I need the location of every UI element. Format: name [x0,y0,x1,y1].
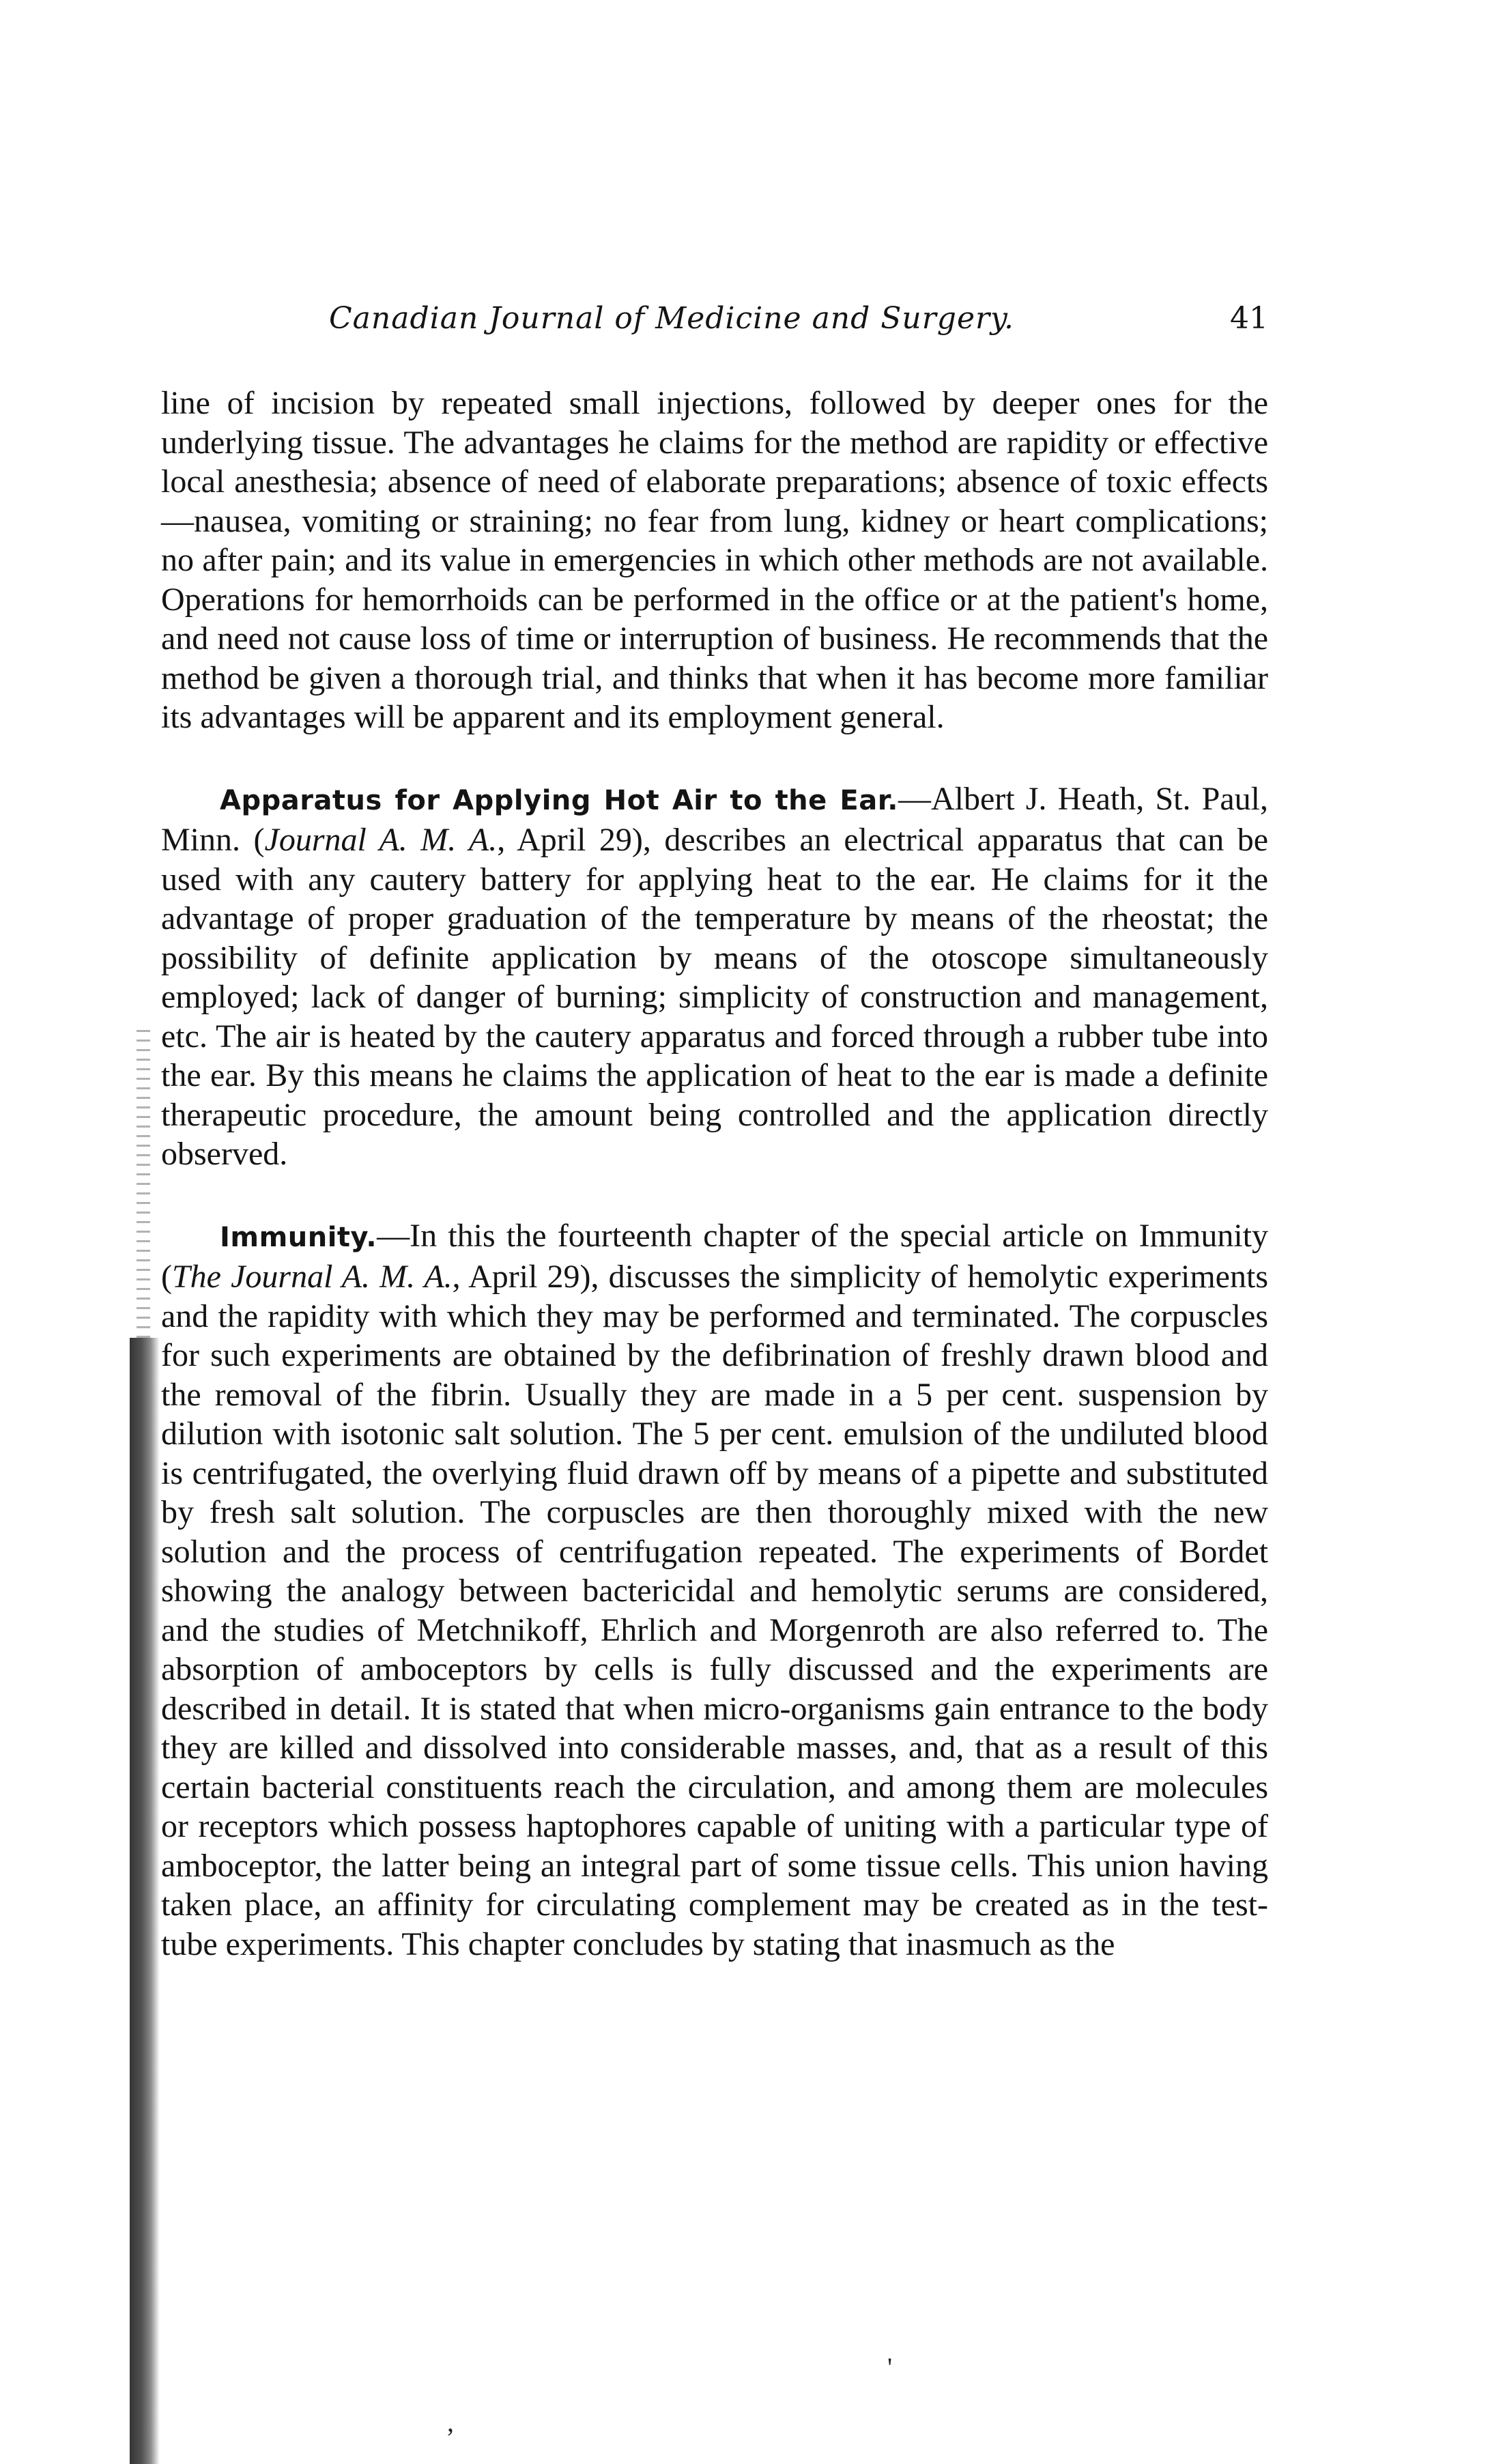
journal-citation: Journal A. M. A. [264,822,498,858]
binding-shadow-specks [137,1024,150,1338]
body-text [161,384,1268,1964]
running-head [161,288,1268,349]
journal-title: Canadian Journal of Medicine and Surgery. [329,301,1015,336]
stray-mark: , [447,2407,454,2437]
paragraph-text: , April 29), describes an electrical apparatus that can be used with any cautery battery for applying heat to the ear. He claims for it the advantage of proper graduation of the temperature by means of the rheostat; the possibility of definite application by means of the otoscope simultaneously employed; lack of danger of burning; simplicity of construction and management, etc. The air is heated by the cautery apparatus and forced through a rubber tube into the ear. By this means he claims the application of heat to the ear is made a definite therapeutic procedure, the amount being controlled and the application directly observed. [161,822,1269,1172]
stray-mark: ' [887,2352,893,2383]
paragraph-text: —Albert J. Heath, St. Paul, Minn. ( [161,780,1269,858]
paragraph-immunity [161,1216,1268,1964]
page-number: 41 [1230,301,1268,336]
section-heading-hot-air: Apparatus for Applying Hot Air to the Ear. [220,784,898,816]
binding-edge-shadow [130,1338,160,2464]
paragraph-text: —In this the fourteenth chapter of the special article on Immunity ( [161,1217,1268,1295]
journal-citation: The Journal A. M. A. [171,1259,453,1295]
section-heading-immunity: Immunity. [220,1221,377,1253]
paragraph-hot-air-apparatus [161,779,1268,1174]
paragraph-continuation: line of incision by repeated small injections, followed by deeper ones for the underlying tissue. The advantages he claims for the method are rapidity or effective local anesthesia; absence of need of elaborate preparations; absence of toxic effects—nausea, vomiting or straining; no fear from lung, kidney or heart complications; no after pain; and its value in emergencies in which other methods are not available. Operations for hemorrhoids can be performed in the office or at the patient's home, and need not cause loss of time or interruption of business. He recommends that the method be given a thorough trial, and thinks that when it has become more familiar its advantages will be apparent and its employment general. [161,385,1268,735]
paragraph-text: , April 29), discusses the simplicity of hemolytic experiments and the rapidity with which they may be performed and terminated. The corpuscles for such experiments are obtained by the defibrination of freshly drawn blood and the removal of the fibrin. Usually they are made in a 5 per cent. suspension by dilution with isotonic salt solution. The 5 per cent. emulsion of the undiluted blood is centrifugated, the overlying fluid drawn off by means of a pipette and substituted by fresh salt solution. The corpuscles are then thoroughly mixed with the new solution and the process of centrifugation repeated. The experiments of Bordet showing the analogy between bactericidal and hemolytic serums are considered, and the studies of Metchnikoff, Ehrlich and Morgenroth are also referred to. The absorption of amboceptors by cells is fully discussed and the experiments are described in detail. It is stated that when micro-organisms gain entrance to the body they are killed and dissolved into considerable masses, and, that as a result of this certain bacterial constituents reach the circulation, and among them are molecules or receptors which possess haptophores capable of uniting with a particular type of amboceptor, the latter being an integral part of some tissue cells. This union having taken place, an affinity for circulating complement may be created as in the test-tube experiments. This chapter concludes by stating that inasmuch as the [161,1259,1268,1962]
